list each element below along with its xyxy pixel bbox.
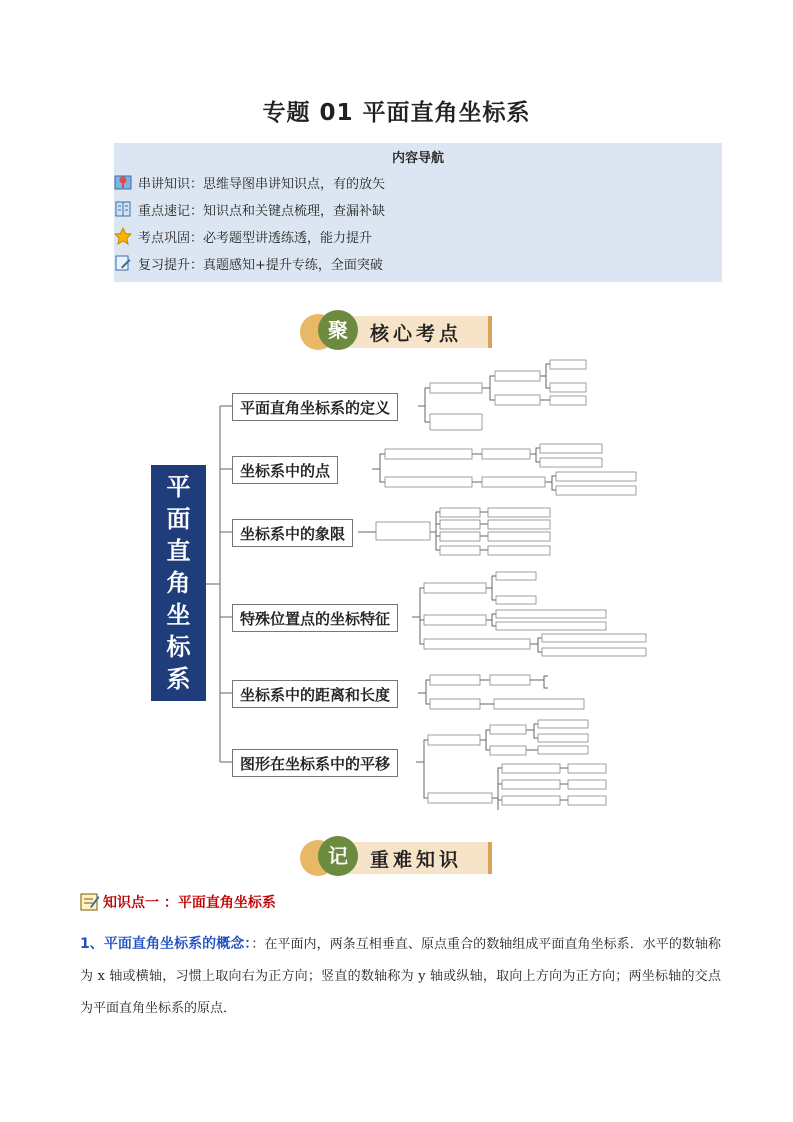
banner-label: 重难知识 xyxy=(370,849,463,871)
nav-item-label: 重点速记：知识点和关键点梳理，查漏补缺 xyxy=(138,203,386,219)
root-char: 直 xyxy=(166,537,191,565)
definition-text: ：在平面内，两条互相垂直、原点重合的数轴组成平面直角坐标系．水平的数轴称为 x 轴或横轴，习惯上取向右为正方向；竖直的数轴称为 y 轴或纵轴，取向上方向为正方向；两坐标轴的交点为平面直角坐标系的原点． xyxy=(80,937,721,1016)
knowledge-point-title xyxy=(80,892,276,912)
nav-item-2 xyxy=(114,198,385,220)
nav-item-label: 考点巩固：必考题型讲透练透，能力提升 xyxy=(138,230,373,246)
content-navigation xyxy=(114,143,722,282)
root-char: 坐 xyxy=(166,601,191,629)
branch-special-points: 特殊位置点的坐标特征 xyxy=(232,604,398,632)
branch-quadrants: 坐标系中的象限 xyxy=(232,519,353,547)
map-icon xyxy=(114,173,132,191)
core-points-banner xyxy=(300,310,492,354)
nav-item-label: 串讲知识：思维导图串讲知识点，有的放矢 xyxy=(138,176,386,192)
nav-item-label: 复习提升：真题感知+提升专练，全面突破 xyxy=(138,257,383,273)
edit-icon xyxy=(114,254,132,272)
nav-item-4 xyxy=(114,252,383,274)
notebook-icon xyxy=(80,893,100,911)
definition-lead: 1、平面直角坐标系的概念： xyxy=(80,936,252,952)
branch-distance: 坐标系中的距离和长度 xyxy=(232,680,398,708)
branch-points: 坐标系中的点 xyxy=(232,456,338,484)
book-icon xyxy=(114,200,132,218)
page-title: 专题 01 平面直角坐标系 xyxy=(262,100,531,126)
star-icon xyxy=(114,227,132,245)
mindmap-connectors xyxy=(150,358,650,810)
root-char: 角 xyxy=(166,569,191,597)
definition-paragraph xyxy=(80,928,721,1025)
banner-label: 核心考点 xyxy=(370,323,463,345)
root-char: 面 xyxy=(166,505,191,533)
nav-heading: 内容导航 xyxy=(391,151,444,166)
root-char: 标 xyxy=(166,633,191,661)
key-knowledge-banner xyxy=(300,836,492,880)
nav-item-3 xyxy=(114,225,372,247)
branch-definition: 平面直角坐标系的定义 xyxy=(232,393,398,421)
nav-item-1 xyxy=(114,171,385,193)
branch-translation: 图形在坐标系中的平移 xyxy=(232,749,398,777)
knowledge-point-label: 知识点一 ：平面直角坐标系 xyxy=(103,895,276,911)
banner-char: 记 xyxy=(318,836,358,876)
root-char: 系 xyxy=(166,665,191,693)
root-char: 平 xyxy=(166,473,191,501)
banner-char: 聚 xyxy=(318,310,358,350)
mindmap-root xyxy=(151,465,206,701)
